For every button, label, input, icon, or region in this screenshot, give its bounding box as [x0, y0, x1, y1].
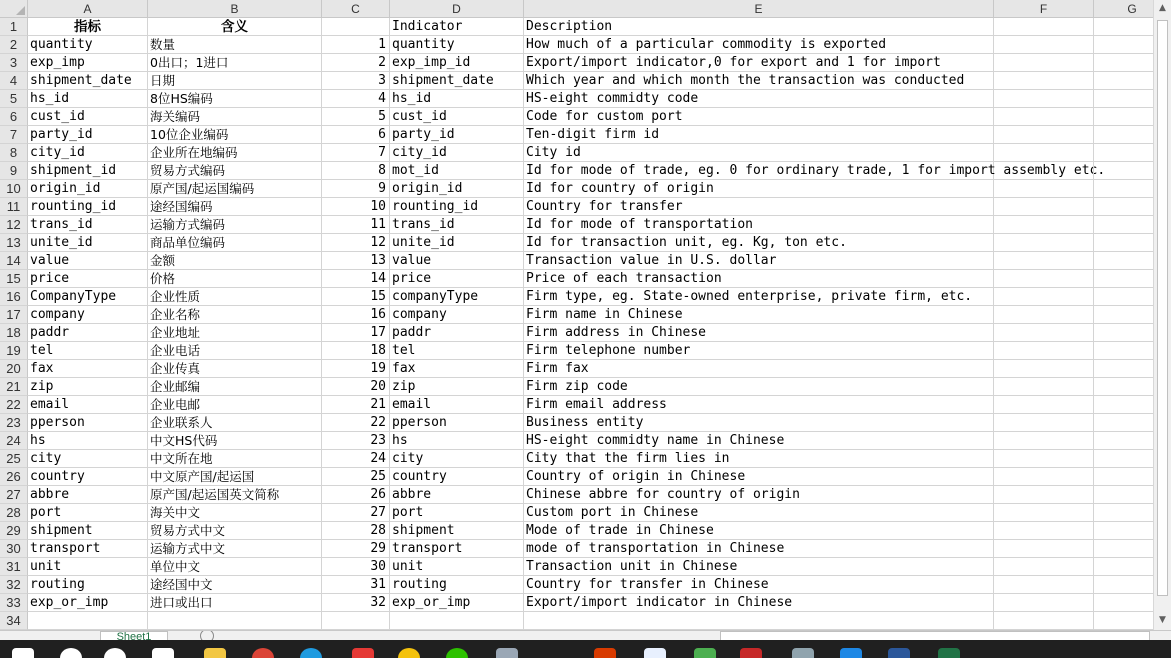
cell-a[interactable]: value: [28, 252, 148, 270]
row-header[interactable]: 32: [0, 576, 28, 594]
cell-b[interactable]: 中文所在地: [148, 450, 322, 468]
cell-b[interactable]: 0出口；1进口: [148, 54, 322, 72]
cell-b[interactable]: 企业性质: [148, 288, 322, 306]
app-grid-icon[interactable]: [792, 648, 814, 658]
cell-e[interactable]: City that the firm lies in: [524, 450, 994, 468]
row-header[interactable]: 16: [0, 288, 28, 306]
cell-c[interactable]: 19: [322, 360, 390, 378]
cell-e[interactable]: Export/import indicator,0 for export and 1 for import: [524, 54, 994, 72]
cell-c[interactable]: 1: [322, 36, 390, 54]
cell-e[interactable]: Country for transfer: [524, 198, 994, 216]
cell-f[interactable]: [994, 252, 1094, 270]
cell-c[interactable]: 2: [322, 54, 390, 72]
cell-d[interactable]: origin_id: [390, 180, 524, 198]
row-header[interactable]: 29: [0, 522, 28, 540]
cell-b[interactable]: 数量: [148, 36, 322, 54]
cell-a[interactable]: [28, 612, 148, 630]
cell-c[interactable]: 20: [322, 378, 390, 396]
app-red-icon[interactable]: [352, 648, 374, 658]
add-sheet-icon[interactable]: [200, 630, 214, 640]
cell-d[interactable]: exp_or_imp: [390, 594, 524, 612]
scroll-down-icon[interactable]: ▼: [1159, 615, 1166, 625]
cell-d[interactable]: pperson: [390, 414, 524, 432]
cell-c[interactable]: 16: [322, 306, 390, 324]
cell-f[interactable]: [994, 72, 1094, 90]
wechat-icon[interactable]: [446, 648, 468, 658]
cell-f[interactable]: [994, 144, 1094, 162]
cell-c[interactable]: 17: [322, 324, 390, 342]
cell-c[interactable]: 6: [322, 126, 390, 144]
row-header[interactable]: 2: [0, 36, 28, 54]
cell-a[interactable]: hs_id: [28, 90, 148, 108]
app-multi-icon[interactable]: [694, 648, 716, 658]
cell-e[interactable]: Firm telephone number: [524, 342, 994, 360]
excel-icon[interactable]: [938, 648, 960, 658]
cell-d[interactable]: cust_id: [390, 108, 524, 126]
cell-f[interactable]: [994, 216, 1094, 234]
cell-b[interactable]: 单位中文: [148, 558, 322, 576]
cell-b[interactable]: 原产国/起运国编码: [148, 180, 322, 198]
search-alt-icon[interactable]: [104, 648, 126, 658]
search-icon[interactable]: [60, 648, 82, 658]
cell-f[interactable]: [994, 198, 1094, 216]
cell-f[interactable]: [994, 540, 1094, 558]
row-header[interactable]: 26: [0, 468, 28, 486]
cell-d[interactable]: transport: [390, 540, 524, 558]
cell-f[interactable]: [994, 126, 1094, 144]
cell-f[interactable]: [994, 378, 1094, 396]
row-header[interactable]: 23: [0, 414, 28, 432]
row-header[interactable]: 5: [0, 90, 28, 108]
cell-c[interactable]: 32: [322, 594, 390, 612]
cell-c[interactable]: 8: [322, 162, 390, 180]
cell-e[interactable]: How much of a particular commodity is exported: [524, 36, 994, 54]
cell-e[interactable]: Country of origin in Chinese: [524, 468, 994, 486]
office-icon[interactable]: [594, 648, 616, 658]
cell-d[interactable]: shipment_date: [390, 72, 524, 90]
cell-d[interactable]: [390, 612, 524, 630]
windows-start-icon[interactable]: [12, 648, 34, 658]
cell-f[interactable]: [994, 486, 1094, 504]
cell-a[interactable]: shipment_date: [28, 72, 148, 90]
cell-a[interactable]: paddr: [28, 324, 148, 342]
cell-d[interactable]: hs_id: [390, 90, 524, 108]
row-header[interactable]: 4: [0, 72, 28, 90]
cell-e[interactable]: Firm type, eg. State-owned enterprise, private firm, etc.: [524, 288, 994, 306]
windows-taskbar: [0, 640, 1171, 658]
cell-d[interactable]: value: [390, 252, 524, 270]
cell-f[interactable]: [994, 108, 1094, 126]
cell-f[interactable]: [994, 324, 1094, 342]
cell-e[interactable]: mode of transportation in Chinese: [524, 540, 994, 558]
cell-d[interactable]: paddr: [390, 324, 524, 342]
cell-e[interactable]: Firm name in Chinese: [524, 306, 994, 324]
cell-e[interactable]: Description: [524, 18, 994, 36]
cell-c[interactable]: 30: [322, 558, 390, 576]
cell-d[interactable]: hs: [390, 432, 524, 450]
cell-b[interactable]: 商品单位编码: [148, 234, 322, 252]
cell-d[interactable]: country: [390, 468, 524, 486]
row-header[interactable]: 20: [0, 360, 28, 378]
row-header[interactable]: 12: [0, 216, 28, 234]
vertical-scrollbar[interactable]: [1153, 0, 1171, 630]
cell-b[interactable]: 企业电邮: [148, 396, 322, 414]
row-header[interactable]: 14: [0, 252, 28, 270]
cell-b[interactable]: 贸易方式中文: [148, 522, 322, 540]
cell-d[interactable]: mot_id: [390, 162, 524, 180]
cell-d[interactable]: tel: [390, 342, 524, 360]
cell-f[interactable]: [994, 396, 1094, 414]
column-header-e[interactable]: E: [524, 0, 994, 18]
cell-c[interactable]: 5: [322, 108, 390, 126]
cell-b[interactable]: 海关编码: [148, 108, 322, 126]
cell-f[interactable]: [994, 36, 1094, 54]
cell-d[interactable]: company: [390, 306, 524, 324]
cell-e[interactable]: Business entity: [524, 414, 994, 432]
cell-b[interactable]: 8位HS编码: [148, 90, 322, 108]
cell-d[interactable]: exp_imp_id: [390, 54, 524, 72]
file-explorer-icon[interactable]: [204, 648, 226, 658]
cell-b[interactable]: [148, 612, 322, 630]
cell-f[interactable]: [994, 234, 1094, 252]
cell-a[interactable]: transport: [28, 540, 148, 558]
cell-a[interactable]: shipment_id: [28, 162, 148, 180]
cell-e[interactable]: HS-eight commidty name in Chinese: [524, 432, 994, 450]
cell-f[interactable]: [994, 18, 1094, 36]
cell-e[interactable]: Country for transfer in Chinese: [524, 576, 994, 594]
sheet-tab-bar: [0, 630, 1171, 640]
cell-b[interactable]: 企业联系人: [148, 414, 322, 432]
cell-a[interactable]: rounting_id: [28, 198, 148, 216]
cell-d[interactable]: quantity: [390, 36, 524, 54]
cell-d[interactable]: city_id: [390, 144, 524, 162]
column-header-c[interactable]: C: [322, 0, 390, 18]
cell-a[interactable]: origin_id: [28, 180, 148, 198]
cell-a[interactable]: company: [28, 306, 148, 324]
cell-e[interactable]: Firm zip code: [524, 378, 994, 396]
cell-b[interactable]: 金额: [148, 252, 322, 270]
cell-d[interactable]: party_id: [390, 126, 524, 144]
edge-icon[interactable]: [300, 648, 322, 658]
cell-c[interactable]: 13: [322, 252, 390, 270]
cell-a[interactable]: pperson: [28, 414, 148, 432]
word-icon[interactable]: [888, 648, 910, 658]
cell-e[interactable]: Id for mode of trade, eg. 0 for ordinary trade, 1 for import assembly etc.: [526, 163, 1106, 178]
row-header[interactable]: 13: [0, 234, 28, 252]
cell-f[interactable]: [994, 414, 1094, 432]
row-header[interactable]: 6: [0, 108, 28, 126]
cell-e[interactable]: Export/import indicator in Chinese: [524, 594, 994, 612]
cell-c[interactable]: [322, 612, 390, 630]
cell-e[interactable]: Code for custom port: [524, 108, 994, 126]
cell-d[interactable]: abbre: [390, 486, 524, 504]
app-red-yellow-icon[interactable]: [740, 648, 762, 658]
row-header[interactable]: 30: [0, 540, 28, 558]
row-header[interactable]: 11: [0, 198, 28, 216]
cell-f[interactable]: [994, 450, 1094, 468]
app-yellow-icon[interactable]: [398, 648, 420, 658]
row-header[interactable]: 15: [0, 270, 28, 288]
cell-c[interactable]: 29: [322, 540, 390, 558]
cell-c[interactable]: 15: [322, 288, 390, 306]
cell-b[interactable]: 企业邮编: [148, 378, 322, 396]
cell-c[interactable]: 9: [322, 180, 390, 198]
row-header[interactable]: 28: [0, 504, 28, 522]
cell-a[interactable]: tel: [28, 342, 148, 360]
cell-c[interactable]: 28: [322, 522, 390, 540]
cell-f[interactable]: [994, 54, 1094, 72]
cell-b[interactable]: 运输方式中文: [148, 540, 322, 558]
cell-a[interactable]: routing: [28, 576, 148, 594]
row-header[interactable]: 27: [0, 486, 28, 504]
app-blue-white-icon[interactable]: [644, 648, 666, 658]
cell-b[interactable]: 企业电话: [148, 342, 322, 360]
cell-a[interactable]: cust_id: [28, 108, 148, 126]
cell-e[interactable]: Id for country of origin: [524, 180, 994, 198]
cell-a[interactable]: country: [28, 468, 148, 486]
cell-b[interactable]: 企业所在地编码: [148, 144, 322, 162]
cell-e[interactable]: Firm email address: [524, 396, 994, 414]
cell-d[interactable]: routing: [390, 576, 524, 594]
cell-e[interactable]: Which year and which month the transaction was conducted: [524, 72, 994, 90]
cell-f[interactable]: [994, 432, 1094, 450]
cell-b[interactable]: 日期: [148, 72, 322, 90]
scroll-up-icon[interactable]: ▲: [1159, 3, 1166, 13]
cell-f[interactable]: [994, 612, 1094, 630]
cell-e[interactable]: Firm fax: [524, 360, 994, 378]
cell-f[interactable]: [994, 342, 1094, 360]
cell-c[interactable]: 4: [322, 90, 390, 108]
cell-a[interactable]: exp_or_imp: [28, 594, 148, 612]
column-header-g[interactable]: G: [1094, 0, 1171, 18]
cell-a[interactable]: hs: [28, 432, 148, 450]
cell-c[interactable]: 18: [322, 342, 390, 360]
cell-c[interactable]: 7: [322, 144, 390, 162]
cell-d[interactable]: unite_id: [390, 234, 524, 252]
cell-d[interactable]: rounting_id: [390, 198, 524, 216]
cell-f[interactable]: [994, 306, 1094, 324]
cell-b[interactable]: 原产国/起运国英文简称: [148, 486, 322, 504]
row-header[interactable]: 19: [0, 342, 28, 360]
app-gray-icon[interactable]: [496, 648, 518, 658]
cell-c[interactable]: [322, 18, 390, 36]
horizontal-scrollbar[interactable]: [720, 631, 1150, 640]
row-header[interactable]: 9: [0, 162, 28, 180]
cell-b[interactable]: 企业地址: [148, 324, 322, 342]
task-view-icon[interactable]: [152, 648, 174, 658]
row-header[interactable]: 1: [0, 18, 28, 36]
cell-a[interactable]: exp_imp: [28, 54, 148, 72]
cell-d[interactable]: fax: [390, 360, 524, 378]
cell-d[interactable]: Indicator: [390, 18, 524, 36]
cell-a[interactable]: party_id: [28, 126, 148, 144]
cell-d[interactable]: companyType: [390, 288, 524, 306]
cell-e[interactable]: Id for transaction unit, eg. Kg, ton etc.: [524, 234, 994, 252]
cell-f[interactable]: [994, 162, 1094, 180]
column-header-a[interactable]: A: [28, 0, 148, 18]
cell-a[interactable]: fax: [28, 360, 148, 378]
cell-f[interactable]: [994, 360, 1094, 378]
cell-a[interactable]: CompanyType: [28, 288, 148, 306]
scroll-thumb[interactable]: [1157, 20, 1168, 596]
cell-a[interactable]: trans_id: [28, 216, 148, 234]
cell-c[interactable]: 24: [322, 450, 390, 468]
cell-b[interactable]: 海关中文: [148, 504, 322, 522]
cell-e[interactable]: HS-eight commidty code: [524, 90, 994, 108]
cell-e[interactable]: Id for mode of transportation: [524, 216, 994, 234]
row-header[interactable]: 25: [0, 450, 28, 468]
cell-d[interactable]: city: [390, 450, 524, 468]
row-header[interactable]: 7: [0, 126, 28, 144]
cell-e[interactable]: Transaction value in U.S. dollar: [524, 252, 994, 270]
cell-b[interactable]: 企业名称: [148, 306, 322, 324]
cell-b[interactable]: 中文HS代码: [148, 432, 322, 450]
cell-b[interactable]: 中文原产国/起运国: [148, 468, 322, 486]
cell-b[interactable]: 途经国中文: [148, 576, 322, 594]
cell-f[interactable]: [994, 522, 1094, 540]
cell-d[interactable]: unit: [390, 558, 524, 576]
select-all-corner[interactable]: [0, 0, 28, 18]
cell-d[interactable]: price: [390, 270, 524, 288]
cell-c[interactable]: 21: [322, 396, 390, 414]
cell-e[interactable]: Price of each transaction: [524, 270, 994, 288]
cell-a[interactable]: unite_id: [28, 234, 148, 252]
cell-d[interactable]: email: [390, 396, 524, 414]
cell-e[interactable]: Ten-digit firm id: [524, 126, 994, 144]
cell-a[interactable]: port: [28, 504, 148, 522]
cell-c[interactable]: 3: [322, 72, 390, 90]
cell-e[interactable]: City id: [524, 144, 994, 162]
cell-f[interactable]: [994, 468, 1094, 486]
cell-e[interactable]: Firm address in Chinese: [524, 324, 994, 342]
cell-b[interactable]: 途经国编码: [148, 198, 322, 216]
cell-a[interactable]: city: [28, 450, 148, 468]
cell-e[interactable]: Custom port in Chinese: [524, 504, 994, 522]
cell-a[interactable]: abbre: [28, 486, 148, 504]
cell-d[interactable]: shipment: [390, 522, 524, 540]
cell-a[interactable]: 指标: [28, 18, 148, 36]
cell-e[interactable]: Chinese abbre for country of origin: [524, 486, 994, 504]
cell-f[interactable]: [994, 90, 1094, 108]
cell-f[interactable]: [994, 180, 1094, 198]
sheet-tab[interactable]: Sheet1: [100, 631, 168, 640]
row-header[interactable]: 8: [0, 144, 28, 162]
cell-f[interactable]: [994, 270, 1094, 288]
app-blue-icon[interactable]: [840, 648, 862, 658]
cell-f[interactable]: [994, 504, 1094, 522]
row-header[interactable]: 18: [0, 324, 28, 342]
cell-b[interactable]: 贸易方式编码: [148, 162, 322, 180]
cell-b[interactable]: 进口或出口: [148, 594, 322, 612]
row-header[interactable]: 21: [0, 378, 28, 396]
cell-c[interactable]: 25: [322, 468, 390, 486]
row-header[interactable]: 17: [0, 306, 28, 324]
cell-e[interactable]: [524, 612, 994, 630]
cell-a[interactable]: city_id: [28, 144, 148, 162]
cell-d[interactable]: zip: [390, 378, 524, 396]
row-header[interactable]: 33: [0, 594, 28, 612]
cell-c[interactable]: 12: [322, 234, 390, 252]
cell-b[interactable]: 含义: [148, 18, 322, 36]
cell-b[interactable]: 价格: [148, 270, 322, 288]
cell-a[interactable]: email: [28, 396, 148, 414]
cell-c[interactable]: 11: [322, 216, 390, 234]
cell-d[interactable]: trans_id: [390, 216, 524, 234]
row-header[interactable]: 22: [0, 396, 28, 414]
cell-c[interactable]: 26: [322, 486, 390, 504]
cell-f[interactable]: [994, 576, 1094, 594]
row-header[interactable]: 31: [0, 558, 28, 576]
cell-c[interactable]: 22: [322, 414, 390, 432]
cell-a[interactable]: unit: [28, 558, 148, 576]
row-header[interactable]: 10: [0, 180, 28, 198]
cell-a[interactable]: zip: [28, 378, 148, 396]
cell-c[interactable]: 23: [322, 432, 390, 450]
cell-c[interactable]: 10: [322, 198, 390, 216]
cell-e[interactable]: Mode of trade in Chinese: [524, 522, 994, 540]
cell-f[interactable]: [994, 594, 1094, 612]
row-header[interactable]: 24: [0, 432, 28, 450]
cell-a[interactable]: quantity: [28, 36, 148, 54]
column-header-b[interactable]: B: [148, 0, 322, 18]
chrome-icon[interactable]: [252, 648, 274, 658]
cell-d[interactable]: port: [390, 504, 524, 522]
row-header[interactable]: 34: [0, 612, 28, 630]
cell-c[interactable]: 31: [322, 576, 390, 594]
column-header-d[interactable]: D: [390, 0, 524, 18]
cell-b[interactable]: 运输方式编码: [148, 216, 322, 234]
cell-f[interactable]: [994, 558, 1094, 576]
cell-e[interactable]: Transaction unit in Chinese: [524, 558, 994, 576]
column-header-f[interactable]: F: [994, 0, 1094, 18]
cell-b[interactable]: 10位企业编码: [148, 126, 322, 144]
cell-a[interactable]: price: [28, 270, 148, 288]
cell-c[interactable]: 14: [322, 270, 390, 288]
row-header[interactable]: 3: [0, 54, 28, 72]
cell-c[interactable]: 27: [322, 504, 390, 522]
cell-f[interactable]: [994, 288, 1094, 306]
cell-b[interactable]: 企业传真: [148, 360, 322, 378]
cell-a[interactable]: shipment: [28, 522, 148, 540]
